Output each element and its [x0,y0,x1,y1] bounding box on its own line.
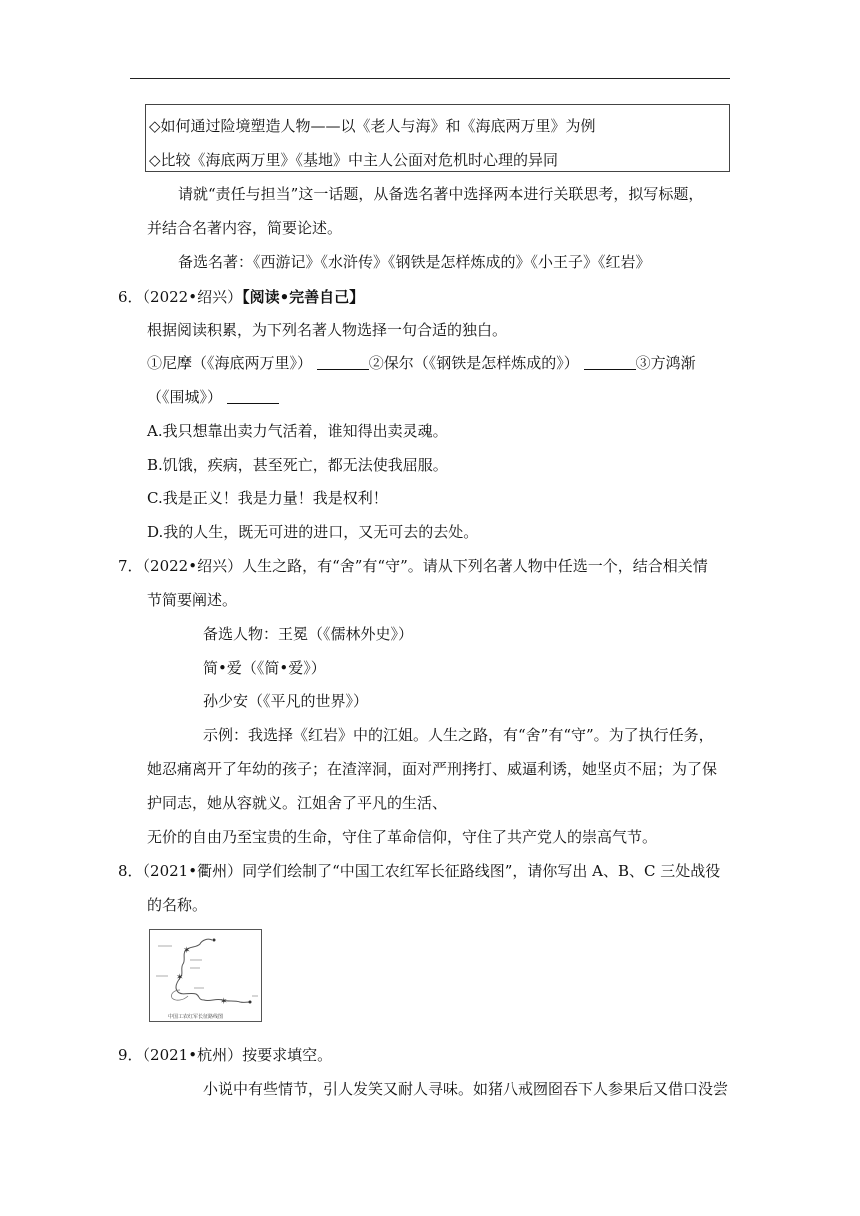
q8-line-1 [118,861,720,881]
q6-option-b: B.饥饿，疾病，甚至死亡，都无法使我屈服。 [147,456,448,474]
map-star-east: ✶ [220,997,228,1007]
q8-line-2: 的名称。 [147,896,208,914]
q5-prompt-line-2: 并结合名著内容，简要论述。 [147,219,343,237]
q6-option-d: D.我的人生，既无可进的进口，又无可去的去处。 [147,523,479,541]
q7-candidate-3: 孙少安（《平凡的世界》） [203,692,369,710]
q9-text: （2021•杭州）按要求填空。 [142,1046,333,1064]
q7-example-line-4: 无价的自由乃至宝贵的生命，守住了革命信仰，守住了共产党人的崇高气节。 [147,828,658,846]
q6-item-3-line [147,387,279,407]
q6-blank-1[interactable] [317,355,369,370]
q7-example-line-1: 示例：我选择《红岩》中的江姐。人生之路，有“舍”有“守”。为了执行任务， [203,726,714,744]
map-star-north: ✶ [183,946,191,956]
q7-example-line-2: 她忍痛离开了年幼的孩子；在渣滓洞，面对严刑拷打、威逼利诱，她坚贞不屈；为了保 [147,760,718,778]
topic-line-1: ◇如何通过险境塑造人物——以《老人与海》和《海底两万里》为例 [149,117,596,135]
header-rule [130,78,730,79]
q7-line-2: 节简要阐述。 [147,591,238,609]
q8-number: 8． [118,862,143,880]
q7-text: （2022•绍兴）人生之路，有“舍”有“守”。请从下列名著人物中任选一个，结合相关情 [142,557,708,575]
q9-line-2: 小说中有些情节，引人发笑又耐人寻味。如猪八戒囫囵吞下人参果后又借口没尝 [203,1080,729,1098]
long-march-route-figure [150,930,261,1021]
long-march-map [149,929,262,1022]
map-dot-start [249,1001,252,1004]
q5-prompt-line-1: 请就“责任与担当”这一话题，从备选名著中选择两本进行关联思考，拟写标题， [178,185,704,203]
q7-candidate-2: 简•爱（《简•爱》） [203,659,326,677]
q6-instruction: 根据阅读积累，为下列名著人物选择一句合适的独白。 [147,321,508,339]
q6-item-1: ①尼摩（《海底两万里》） [147,354,313,372]
q6-items-line [147,353,696,373]
q9-line-1 [118,1045,332,1065]
q8-text: （2021•衢州）同学们绘制了“中国工农红军长征路线图”，请你写出 A、B、C 三处战役 [142,862,721,880]
map-caption: 中国工农红军长征路线图 [168,1014,224,1020]
q6-number: 6． [118,288,143,306]
q6-blank-2[interactable] [584,355,636,370]
q7-candidate-1: 备选人物：王冕（《儒林外史》） [203,625,414,643]
q7-number: 7． [118,557,143,575]
q6-heading [118,287,364,307]
q6-item-3-book: （《围城》） [147,388,223,406]
q6-source: （2022•绍兴） [142,288,243,306]
q6-tag: 【阅读•完善自己】 [242,288,365,306]
q7-line-1 [118,556,708,576]
map-star-west: ✶ [176,973,184,983]
q6-blank-3[interactable] [227,389,279,404]
q5-books: 备选名著：《西游记》《水浒传》《钢铁是怎样炼成的》《小王子》《红岩》 [178,253,651,271]
q6-option-a: A.我只想靠出卖力气活着，谁知得出卖灵魂。 [147,422,448,440]
q7-example-line-3: 护同志，她从容就义。江姐舍了平凡的生活、 [147,794,448,812]
topic-box [145,104,730,172]
topic-line-2: ◇比较《海底两万里》《基地》中主人公面对危机时心理的异同 [149,151,559,169]
route-branch [171,990,188,1000]
q6-item-3: ③方鸿渐 [635,354,696,372]
q9-number: 9． [118,1046,143,1064]
map-dot-end [213,939,216,942]
q6-option-c: C.我是正义！我是力量！我是权利！ [147,489,388,507]
q6-item-2: ②保尔（《钢铁是怎样炼成的》） [368,354,579,372]
